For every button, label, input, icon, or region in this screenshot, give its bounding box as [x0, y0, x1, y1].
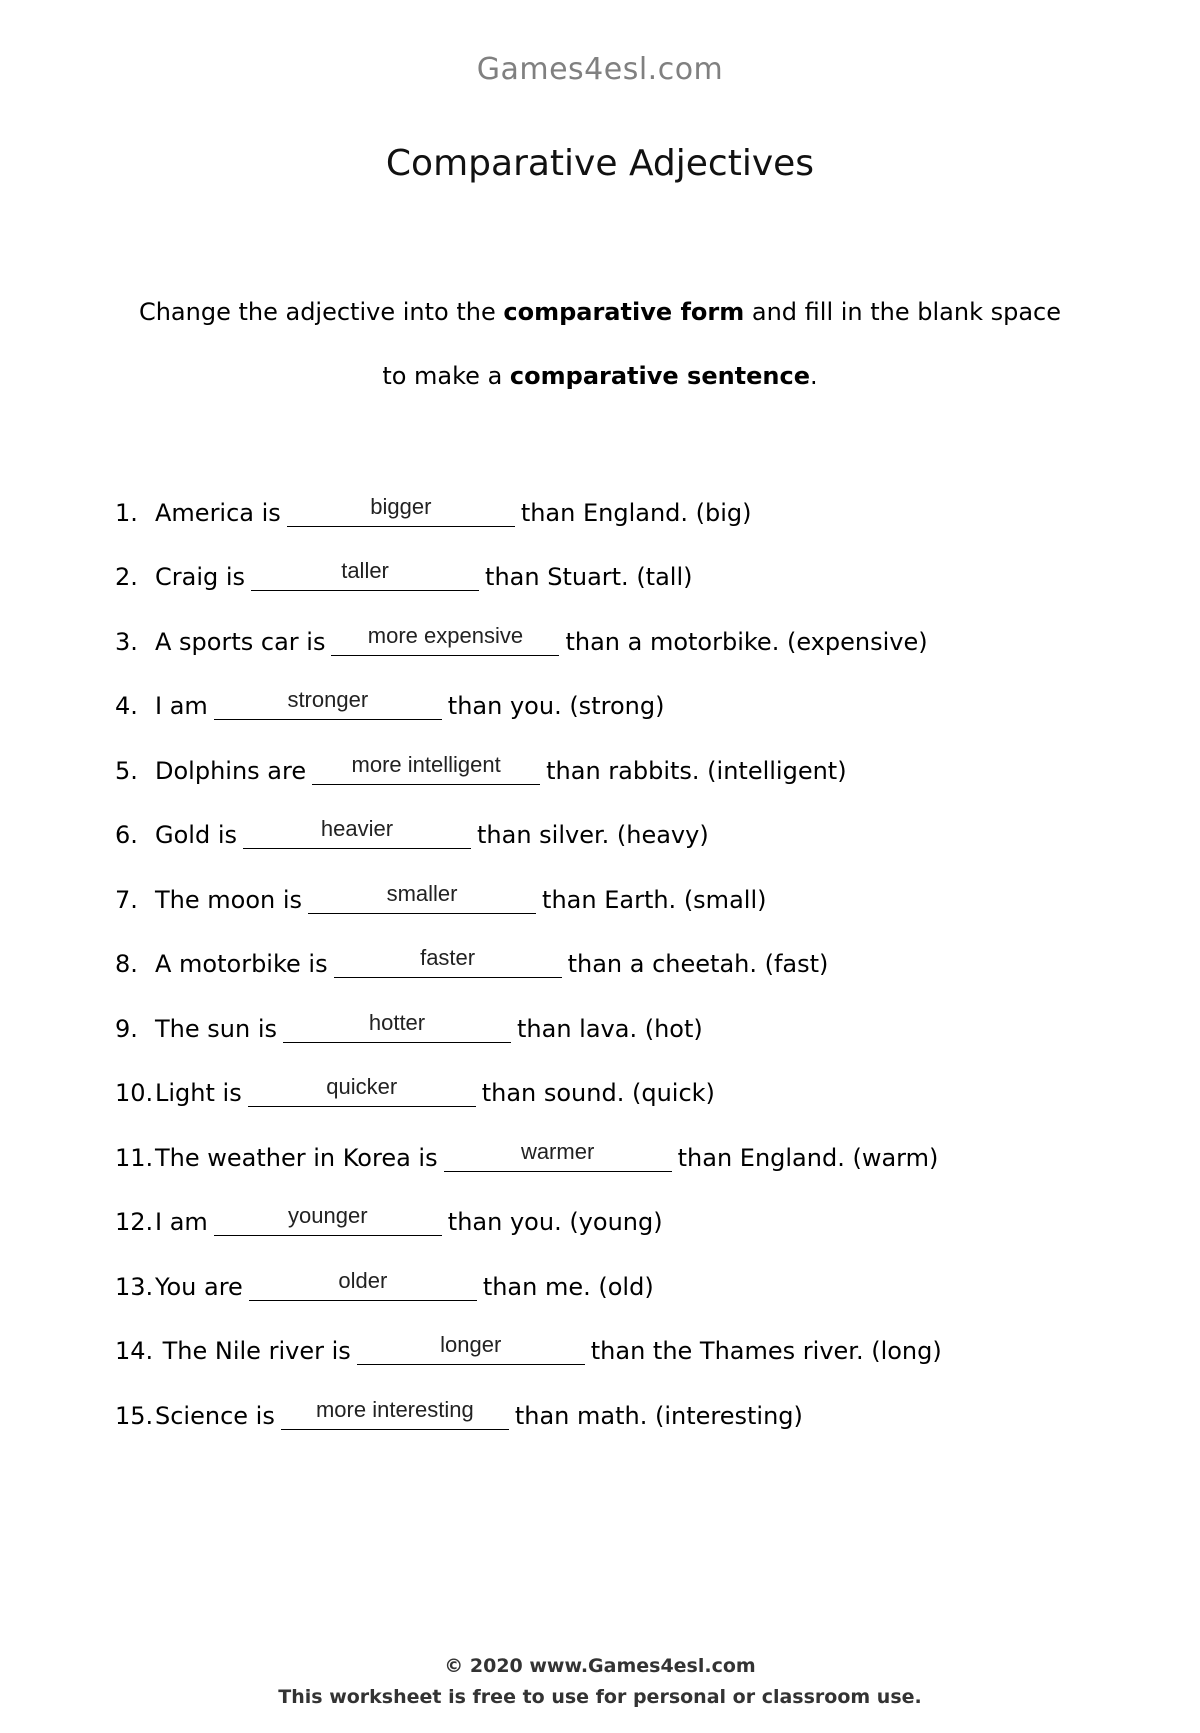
question-number: 1. — [115, 498, 138, 527]
instructions-text: Change the adjective into the — [138, 298, 504, 326]
instructions — [130, 280, 1070, 408]
question-text-before: The moon is — [155, 885, 303, 914]
answer-blank[interactable] — [444, 1138, 672, 1172]
answer-text: heavier — [320, 816, 394, 841]
answer-text: longer — [440, 1332, 502, 1357]
question-number: 15. — [115, 1401, 154, 1430]
question-text-after: than silver. (heavy) — [476, 821, 709, 849]
site-header: Games4esl.com — [476, 52, 724, 87]
instructions-bold-term: comparative sentence — [509, 362, 811, 390]
question-text-before: The weather in Korea is — [155, 1143, 438, 1172]
answer-text: quicker — [326, 1074, 398, 1099]
answer-text: more intelligent — [351, 751, 501, 777]
question-line — [115, 1332, 942, 1369]
question-text-after: than sound. (quick) — [481, 1079, 715, 1107]
answer-text: stronger — [287, 687, 369, 712]
answer-blank[interactable] — [331, 622, 559, 656]
question-item — [115, 466, 1115, 531]
answer-blank[interactable] — [243, 816, 471, 849]
question-text-after: than rabbits. (intelligent) — [546, 756, 847, 785]
answer-blank[interactable] — [214, 1203, 442, 1236]
question-item — [115, 853, 1115, 918]
question-item — [115, 1240, 1115, 1305]
instructions-bold-term: comparative form — [503, 298, 745, 326]
question-line — [115, 558, 693, 595]
question-line — [115, 1138, 939, 1176]
question-line — [115, 1203, 663, 1240]
answer-blank[interactable] — [281, 1396, 509, 1430]
question-line — [115, 1267, 654, 1305]
question-text-before: A motorbike is — [155, 950, 328, 978]
answer-blank[interactable] — [308, 880, 536, 914]
question-number: 4. — [115, 692, 138, 720]
question-item — [115, 724, 1115, 789]
question-text-before: Dolphins are — [155, 756, 307, 785]
question-line — [115, 687, 665, 724]
answer-blank[interactable] — [251, 558, 479, 591]
question-number: 5. — [115, 756, 138, 785]
question-item — [115, 982, 1115, 1047]
question-text-after: than England. (warm) — [677, 1143, 939, 1172]
answer-text: warmer — [520, 1138, 595, 1164]
question-list — [115, 466, 1115, 1434]
footer-copyright: © 2020 www.Games4esl.com — [444, 1655, 756, 1677]
question-line — [115, 1396, 803, 1434]
footer-note: This worksheet is free to use for personal or classroom use. — [278, 1686, 922, 1708]
question-text-after: than you. (strong) — [447, 692, 665, 720]
question-text-after: than me. (old) — [482, 1272, 654, 1301]
question-text-after: than England. (big) — [520, 498, 752, 527]
question-text-before: I am — [155, 1208, 208, 1236]
answer-blank[interactable] — [214, 687, 442, 720]
answer-blank[interactable] — [357, 1332, 585, 1365]
question-number: 9. — [115, 1014, 138, 1043]
answer-blank[interactable] — [287, 493, 515, 527]
question-number: 8. — [115, 950, 138, 978]
question-text-after: than math. (interesting) — [514, 1401, 803, 1430]
question-text-before: Science is — [155, 1401, 275, 1430]
question-text-after: than Stuart. (tall) — [485, 563, 693, 591]
question-text-before: I am — [155, 692, 208, 720]
question-line — [115, 880, 767, 918]
question-number: 2. — [115, 563, 138, 591]
question-number: 13. — [115, 1272, 154, 1301]
question-text-before: The sun is — [155, 1014, 277, 1043]
question-text-after: than a cheetah. (fast) — [567, 950, 829, 978]
question-number: 12. — [115, 1208, 154, 1236]
question-text-after: than the Thames river. (long) — [590, 1337, 942, 1365]
answer-text: hotter — [368, 1009, 426, 1035]
answer-text: taller — [341, 558, 389, 583]
question-number: 6. — [115, 821, 138, 849]
answer-blank[interactable] — [248, 1074, 476, 1107]
question-text-after: than a motorbike. (expensive) — [565, 627, 928, 656]
question-line — [115, 493, 752, 531]
question-line — [115, 816, 709, 853]
answer-blank[interactable] — [312, 751, 540, 785]
question-item — [115, 918, 1115, 983]
answer-text: smaller — [386, 880, 458, 906]
question-text-before: Light is — [155, 1079, 242, 1107]
answer-text: bigger — [370, 493, 432, 519]
question-number: 10. — [115, 1079, 154, 1107]
question-text-after: than lava. (hot) — [517, 1014, 703, 1043]
question-line — [115, 945, 829, 982]
question-item — [115, 595, 1115, 660]
question-text-before: The Nile river is — [155, 1337, 351, 1365]
question-text-before: A sports car is — [155, 627, 326, 656]
answer-blank[interactable] — [334, 945, 562, 978]
question-text-after: than Earth. (small) — [542, 885, 767, 914]
question-text-before: America is — [155, 498, 281, 527]
answer-text: younger — [288, 1203, 368, 1228]
answer-text: faster — [420, 945, 476, 970]
footer — [0, 1651, 1200, 1713]
answer-blank[interactable] — [283, 1009, 511, 1043]
question-text-before: Craig is — [155, 563, 246, 591]
question-line — [115, 622, 928, 660]
answer-text: more interesting — [315, 1396, 474, 1422]
question-item — [115, 789, 1115, 854]
question-item — [115, 531, 1115, 596]
answer-blank[interactable] — [249, 1267, 477, 1301]
answer-text: older — [338, 1267, 388, 1293]
question-text-before: Gold is — [155, 821, 237, 849]
question-item — [115, 1111, 1115, 1176]
question-number: 3. — [115, 627, 138, 656]
question-item — [115, 1047, 1115, 1112]
page-title: Comparative Adjectives — [385, 143, 815, 184]
instructions-text: . — [810, 362, 818, 390]
question-line — [115, 1074, 715, 1111]
question-item — [115, 1305, 1115, 1370]
question-item — [115, 1369, 1115, 1434]
question-number: 7. — [115, 885, 138, 914]
question-number: 11. — [115, 1143, 154, 1172]
instructions-text: and fill in the blank space to make a — [382, 298, 1062, 390]
question-text-after: than you. (young) — [447, 1208, 663, 1236]
question-line — [115, 751, 847, 789]
answer-text: more expensive — [367, 622, 524, 648]
question-line — [115, 1009, 703, 1047]
question-text-before: You are — [155, 1272, 243, 1301]
question-item — [115, 660, 1115, 725]
question-number: 14. — [115, 1337, 154, 1365]
question-item — [115, 1176, 1115, 1241]
